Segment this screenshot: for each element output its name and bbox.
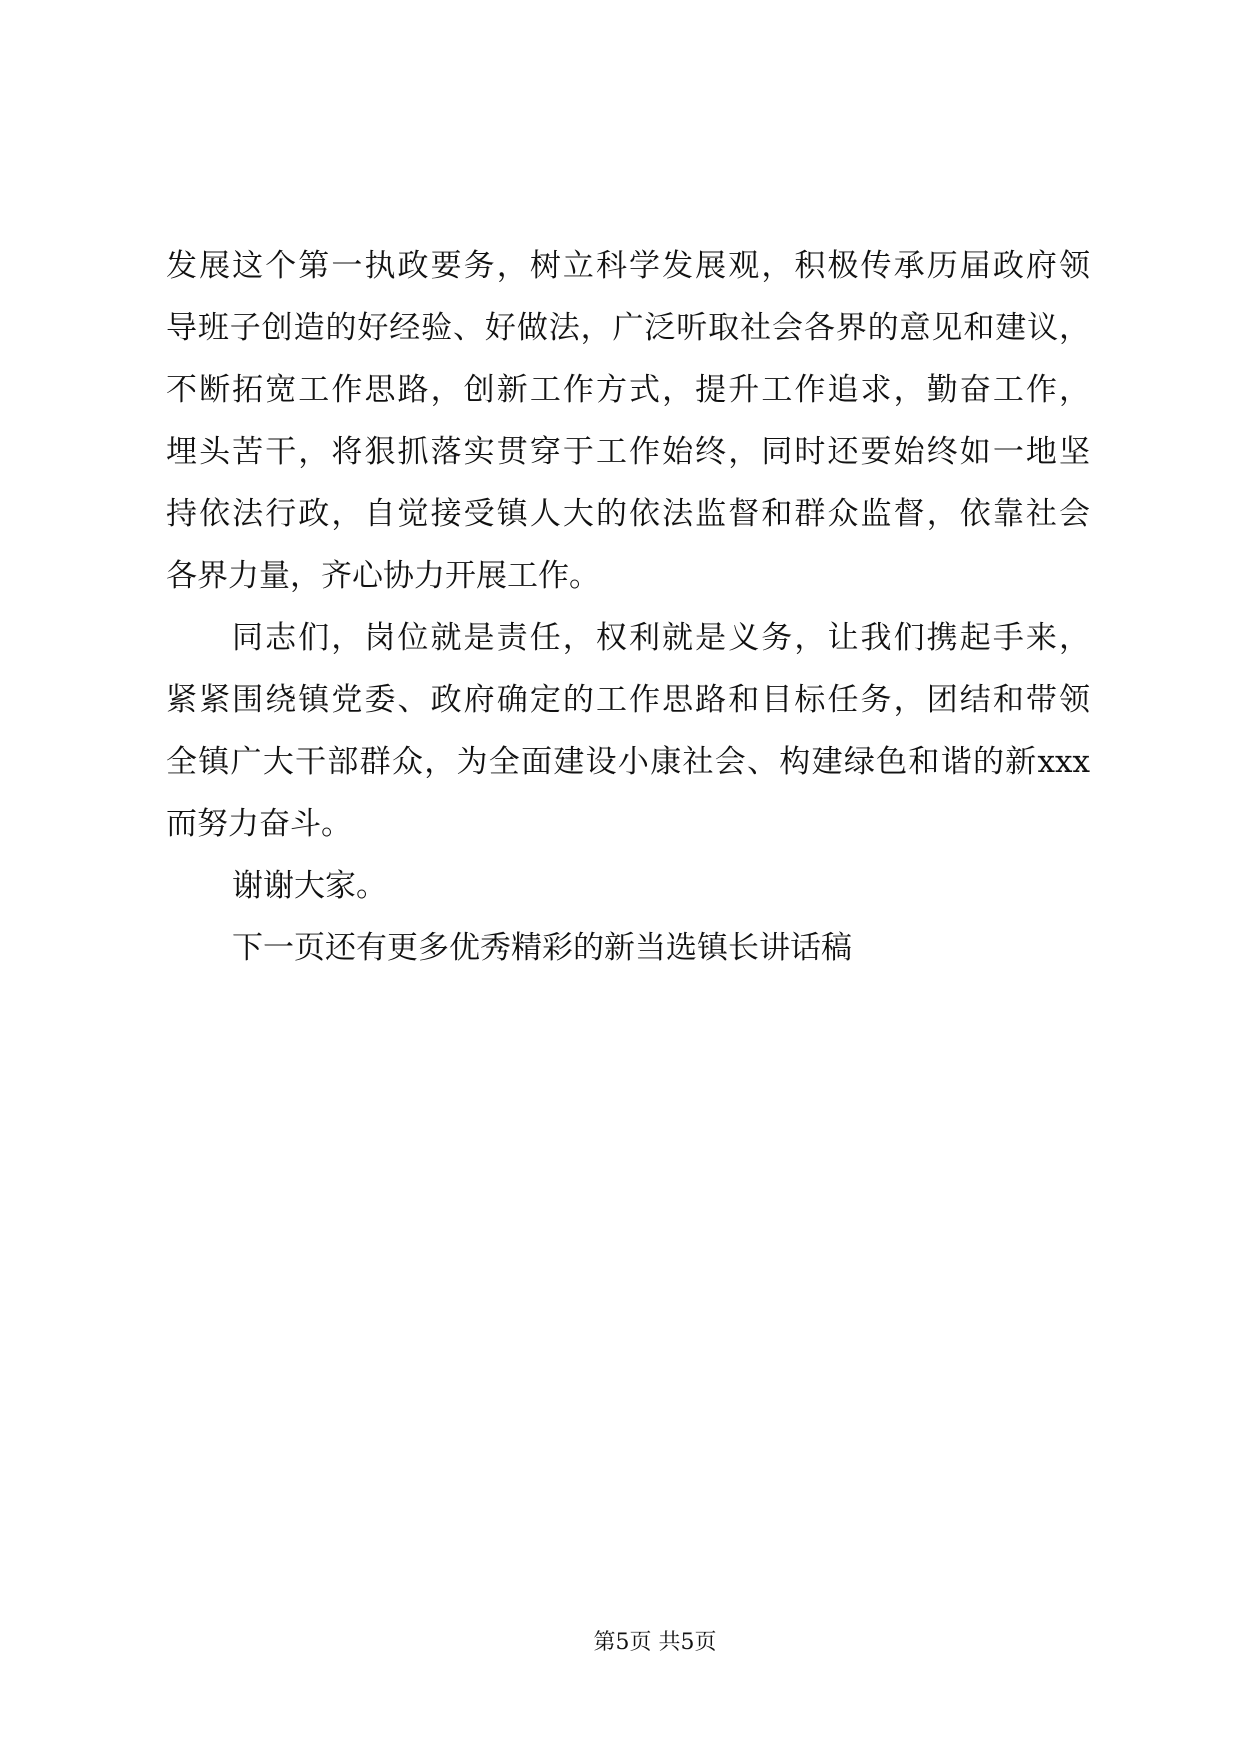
paragraph-first-line: 下一页还有更多优秀精彩的新当选镇长讲话稿 — [232, 930, 852, 966]
page-number-label: 第5页 共5页 — [593, 1630, 717, 1655]
paragraph-first-line: 同志们，岗位就是责任，权利就是义务，让我们携起手来， — [232, 620, 1090, 656]
document-body — [166, 235, 1090, 979]
text-line: 导班子创造的好经验、好做法，广泛听取社会各界的意见和建议， — [166, 310, 1090, 346]
text-line: 紧紧围绕镇党委、政府确定的工作思路和目标任务，团结和带领 — [166, 682, 1090, 718]
text-line: 发展这个第一执政要务，树立科学发展观，积极传承历届政府领 — [166, 248, 1090, 284]
text-line: 不断拓宽工作思路，创新工作方式，提升工作追求，勤奋工作， — [166, 372, 1090, 408]
text-line: 持依法行政，自觉接受镇人大的依法监督和群众监督，依靠社会 — [166, 496, 1090, 532]
text-line: 各界力量，齐心协力开展工作。 — [166, 558, 600, 594]
page-footer — [555, 1628, 755, 1658]
text-line: 埋头苦干，将狠抓落实贯穿于工作始终，同时还要始终如一地坚 — [166, 434, 1090, 470]
paragraph-first-line: 谢谢大家。 — [232, 868, 387, 904]
text-line: 全镇广大干部群众，为全面建设小康社会、构建绿色和谐的新xxx — [166, 744, 1090, 780]
text-line: 而努力奋斗。 — [166, 806, 352, 842]
